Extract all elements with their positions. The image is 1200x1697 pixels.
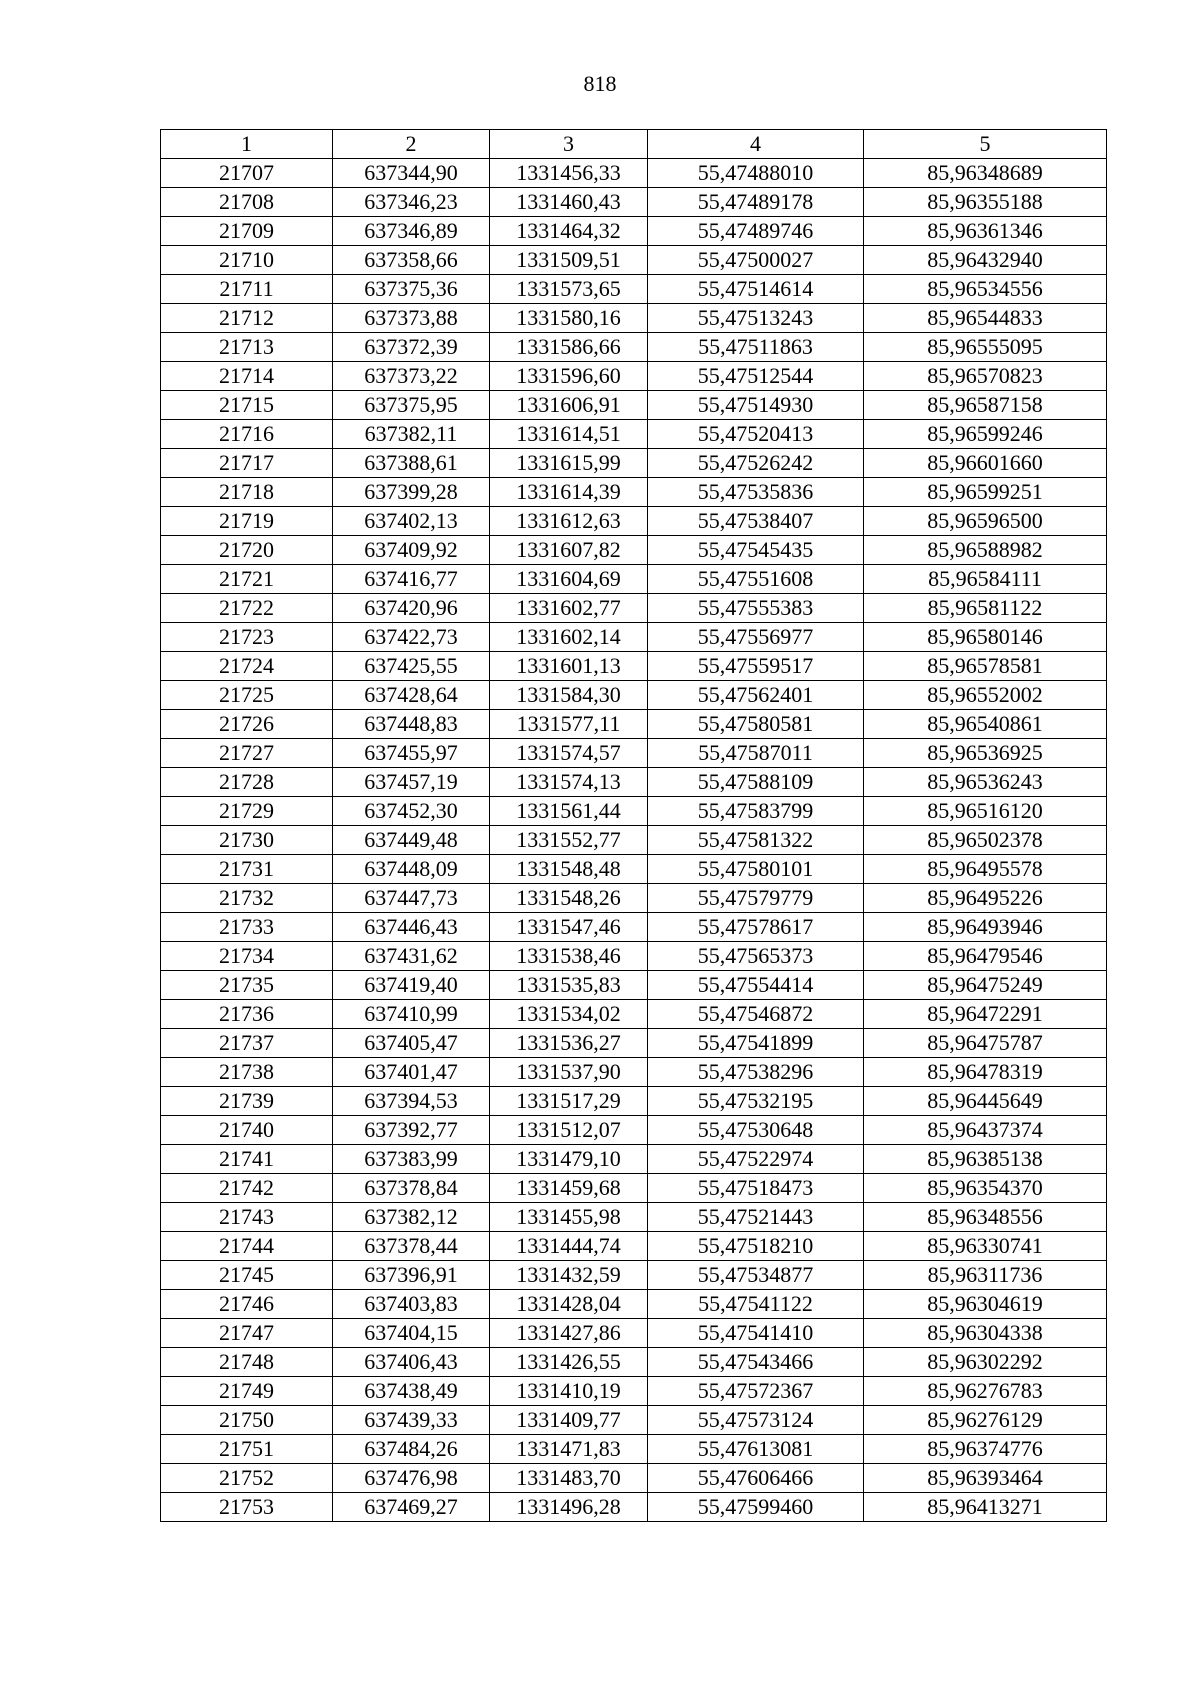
x-coordinate-cell: 637358,66 — [333, 246, 490, 275]
table-row — [161, 1058, 1107, 1087]
longitude-cell: 85,96552002 — [864, 681, 1107, 710]
y-coordinate-cell: 1331601,13 — [490, 652, 648, 681]
table-row — [161, 1087, 1107, 1116]
point-number-cell: 21736 — [161, 1000, 333, 1029]
x-coordinate-cell: 637394,53 — [333, 1087, 490, 1116]
table-row — [161, 1493, 1107, 1522]
x-coordinate-cell: 637410,99 — [333, 1000, 490, 1029]
point-number-cell: 21721 — [161, 565, 333, 594]
latitude-cell: 55,47579779 — [648, 884, 864, 913]
latitude-cell: 55,47580581 — [648, 710, 864, 739]
latitude-cell: 55,47581322 — [648, 826, 864, 855]
x-coordinate-cell: 637378,44 — [333, 1232, 490, 1261]
latitude-cell: 55,47546872 — [648, 1000, 864, 1029]
y-coordinate-cell: 1331517,29 — [490, 1087, 648, 1116]
x-coordinate-cell: 637375,95 — [333, 391, 490, 420]
table-row — [161, 478, 1107, 507]
point-number-cell: 21740 — [161, 1116, 333, 1145]
table-row — [161, 565, 1107, 594]
latitude-cell: 55,47514614 — [648, 275, 864, 304]
point-number-cell: 21717 — [161, 449, 333, 478]
y-coordinate-cell: 1331409,77 — [490, 1406, 648, 1435]
y-coordinate-cell: 1331427,86 — [490, 1319, 648, 1348]
latitude-cell: 55,47559517 — [648, 652, 864, 681]
point-number-cell: 21722 — [161, 594, 333, 623]
latitude-cell: 55,47573124 — [648, 1406, 864, 1435]
table-row — [161, 1406, 1107, 1435]
table-header — [161, 130, 1107, 159]
latitude-cell: 55,47541122 — [648, 1290, 864, 1319]
point-number-cell: 21715 — [161, 391, 333, 420]
x-coordinate-cell: 637431,62 — [333, 942, 490, 971]
longitude-cell: 85,96581122 — [864, 594, 1107, 623]
longitude-cell: 85,96432940 — [864, 246, 1107, 275]
x-coordinate-cell: 637373,88 — [333, 304, 490, 333]
table-row — [161, 623, 1107, 652]
y-coordinate-cell: 1331604,69 — [490, 565, 648, 594]
x-coordinate-cell: 637455,97 — [333, 739, 490, 768]
latitude-cell: 55,47580101 — [648, 855, 864, 884]
table-row — [161, 913, 1107, 942]
x-coordinate-cell: 637346,89 — [333, 217, 490, 246]
x-coordinate-cell: 637438,49 — [333, 1377, 490, 1406]
point-number-cell: 21735 — [161, 971, 333, 1000]
point-number-cell: 21744 — [161, 1232, 333, 1261]
longitude-cell: 85,96348556 — [864, 1203, 1107, 1232]
latitude-cell: 55,47583799 — [648, 797, 864, 826]
y-coordinate-cell: 1331607,82 — [490, 536, 648, 565]
point-number-cell: 21732 — [161, 884, 333, 913]
table-row — [161, 942, 1107, 971]
y-coordinate-cell: 1331536,27 — [490, 1029, 648, 1058]
x-coordinate-cell: 637396,91 — [333, 1261, 490, 1290]
longitude-cell: 85,96302292 — [864, 1348, 1107, 1377]
latitude-cell: 55,47562401 — [648, 681, 864, 710]
page-number: 818 — [583, 71, 617, 96]
x-coordinate-cell: 637439,33 — [333, 1406, 490, 1435]
x-coordinate-cell: 637452,30 — [333, 797, 490, 826]
longitude-cell: 85,96599246 — [864, 420, 1107, 449]
table-row — [161, 217, 1107, 246]
latitude-cell: 55,47500027 — [648, 246, 864, 275]
column-header-2: 2 — [333, 130, 490, 159]
table-row — [161, 797, 1107, 826]
longitude-cell: 85,96534556 — [864, 275, 1107, 304]
x-coordinate-cell: 637476,98 — [333, 1464, 490, 1493]
point-number-cell: 21728 — [161, 768, 333, 797]
x-coordinate-cell: 637416,77 — [333, 565, 490, 594]
latitude-cell: 55,47551608 — [648, 565, 864, 594]
column-header-1: 1 — [161, 130, 333, 159]
point-number-cell: 21729 — [161, 797, 333, 826]
y-coordinate-cell: 1331602,77 — [490, 594, 648, 623]
latitude-cell: 55,47532195 — [648, 1087, 864, 1116]
table-row — [161, 275, 1107, 304]
longitude-cell: 85,96478319 — [864, 1058, 1107, 1087]
latitude-cell: 55,47538296 — [648, 1058, 864, 1087]
latitude-cell: 55,47554414 — [648, 971, 864, 1000]
y-coordinate-cell: 1331459,68 — [490, 1174, 648, 1203]
y-coordinate-cell: 1331428,04 — [490, 1290, 648, 1319]
table-row — [161, 1435, 1107, 1464]
table-row — [161, 304, 1107, 333]
latitude-cell: 55,47543466 — [648, 1348, 864, 1377]
point-number-cell: 21707 — [161, 159, 333, 188]
y-coordinate-cell: 1331614,39 — [490, 478, 648, 507]
latitude-cell: 55,47541410 — [648, 1319, 864, 1348]
x-coordinate-cell: 637409,92 — [333, 536, 490, 565]
x-coordinate-cell: 637382,12 — [333, 1203, 490, 1232]
y-coordinate-cell: 1331548,48 — [490, 855, 648, 884]
y-coordinate-cell: 1331574,13 — [490, 768, 648, 797]
point-number-cell: 21750 — [161, 1406, 333, 1435]
x-coordinate-cell: 637373,22 — [333, 362, 490, 391]
point-number-cell: 21719 — [161, 507, 333, 536]
latitude-cell: 55,47522974 — [648, 1145, 864, 1174]
table-row — [161, 1000, 1107, 1029]
latitude-cell: 55,47534877 — [648, 1261, 864, 1290]
x-coordinate-cell: 637375,36 — [333, 275, 490, 304]
y-coordinate-cell: 1331410,19 — [490, 1377, 648, 1406]
table-row — [161, 1145, 1107, 1174]
y-coordinate-cell: 1331471,83 — [490, 1435, 648, 1464]
longitude-cell: 85,96578581 — [864, 652, 1107, 681]
table-row — [161, 1203, 1107, 1232]
point-number-cell: 21711 — [161, 275, 333, 304]
longitude-cell: 85,96354370 — [864, 1174, 1107, 1203]
latitude-cell: 55,47514930 — [648, 391, 864, 420]
latitude-cell: 55,47556977 — [648, 623, 864, 652]
longitude-cell: 85,96374776 — [864, 1435, 1107, 1464]
table-row — [161, 826, 1107, 855]
latitude-cell: 55,47526242 — [648, 449, 864, 478]
point-number-cell: 21743 — [161, 1203, 333, 1232]
y-coordinate-cell: 1331577,11 — [490, 710, 648, 739]
table-row — [161, 1348, 1107, 1377]
latitude-cell: 55,47511863 — [648, 333, 864, 362]
x-coordinate-cell: 637392,77 — [333, 1116, 490, 1145]
x-coordinate-cell: 637401,47 — [333, 1058, 490, 1087]
table-row — [161, 1174, 1107, 1203]
x-coordinate-cell: 637457,19 — [333, 768, 490, 797]
y-coordinate-cell: 1331537,90 — [490, 1058, 648, 1087]
longitude-cell: 85,96587158 — [864, 391, 1107, 420]
point-number-cell: 21739 — [161, 1087, 333, 1116]
longitude-cell: 85,96304619 — [864, 1290, 1107, 1319]
table-row — [161, 1261, 1107, 1290]
x-coordinate-cell: 637403,83 — [333, 1290, 490, 1319]
latitude-cell: 55,47545435 — [648, 536, 864, 565]
table-row — [161, 1464, 1107, 1493]
longitude-cell: 85,96304338 — [864, 1319, 1107, 1348]
x-coordinate-cell: 637449,48 — [333, 826, 490, 855]
point-number-cell: 21751 — [161, 1435, 333, 1464]
latitude-cell: 55,47613081 — [648, 1435, 864, 1464]
y-coordinate-cell: 1331547,46 — [490, 913, 648, 942]
point-number-cell: 21745 — [161, 1261, 333, 1290]
y-coordinate-cell: 1331455,98 — [490, 1203, 648, 1232]
table-row — [161, 1377, 1107, 1406]
point-number-cell: 21712 — [161, 304, 333, 333]
latitude-cell: 55,47599460 — [648, 1493, 864, 1522]
y-coordinate-cell: 1331534,02 — [490, 1000, 648, 1029]
table-row — [161, 449, 1107, 478]
y-coordinate-cell: 1331612,63 — [490, 507, 648, 536]
longitude-cell: 85,96437374 — [864, 1116, 1107, 1145]
x-coordinate-cell: 637422,73 — [333, 623, 490, 652]
y-coordinate-cell: 1331614,51 — [490, 420, 648, 449]
longitude-cell: 85,96361346 — [864, 217, 1107, 246]
point-number-cell: 21746 — [161, 1290, 333, 1319]
point-number-cell: 21741 — [161, 1145, 333, 1174]
y-coordinate-cell: 1331444,74 — [490, 1232, 648, 1261]
longitude-cell: 85,96493946 — [864, 913, 1107, 942]
latitude-cell: 55,47513243 — [648, 304, 864, 333]
x-coordinate-cell: 637404,15 — [333, 1319, 490, 1348]
longitude-cell: 85,96516120 — [864, 797, 1107, 826]
point-number-cell: 21733 — [161, 913, 333, 942]
latitude-cell: 55,47518210 — [648, 1232, 864, 1261]
column-header-3: 3 — [490, 130, 648, 159]
y-coordinate-cell: 1331483,70 — [490, 1464, 648, 1493]
x-coordinate-cell: 637399,28 — [333, 478, 490, 507]
point-number-cell: 21749 — [161, 1377, 333, 1406]
table-row — [161, 536, 1107, 565]
x-coordinate-cell: 637388,61 — [333, 449, 490, 478]
latitude-cell: 55,47489178 — [648, 188, 864, 217]
table-row — [161, 420, 1107, 449]
x-coordinate-cell: 637446,43 — [333, 913, 490, 942]
longitude-cell: 85,96445649 — [864, 1087, 1107, 1116]
point-number-cell: 21748 — [161, 1348, 333, 1377]
longitude-cell: 85,96580146 — [864, 623, 1107, 652]
point-number-cell: 21716 — [161, 420, 333, 449]
longitude-cell: 85,96555095 — [864, 333, 1107, 362]
latitude-cell: 55,47521443 — [648, 1203, 864, 1232]
point-number-cell: 21714 — [161, 362, 333, 391]
y-coordinate-cell: 1331573,65 — [490, 275, 648, 304]
x-coordinate-cell: 637344,90 — [333, 159, 490, 188]
y-coordinate-cell: 1331584,30 — [490, 681, 648, 710]
table-row — [161, 652, 1107, 681]
longitude-cell: 85,96495226 — [864, 884, 1107, 913]
table-row — [161, 391, 1107, 420]
longitude-cell: 85,96311736 — [864, 1261, 1107, 1290]
longitude-cell: 85,96393464 — [864, 1464, 1107, 1493]
point-number-cell: 21734 — [161, 942, 333, 971]
table-row — [161, 1029, 1107, 1058]
point-number-cell: 21720 — [161, 536, 333, 565]
longitude-cell: 85,96385138 — [864, 1145, 1107, 1174]
column-header-5: 5 — [864, 130, 1107, 159]
longitude-cell: 85,96475249 — [864, 971, 1107, 1000]
table-body — [161, 159, 1107, 1522]
latitude-cell: 55,47565373 — [648, 942, 864, 971]
longitude-cell: 85,96276783 — [864, 1377, 1107, 1406]
latitude-cell: 55,47520413 — [648, 420, 864, 449]
table-row — [161, 1232, 1107, 1261]
y-coordinate-cell: 1331456,33 — [490, 159, 648, 188]
point-number-cell: 21710 — [161, 246, 333, 275]
y-coordinate-cell: 1331586,66 — [490, 333, 648, 362]
point-number-cell: 21724 — [161, 652, 333, 681]
longitude-cell: 85,96588982 — [864, 536, 1107, 565]
table-row — [161, 971, 1107, 1000]
x-coordinate-cell: 637469,27 — [333, 1493, 490, 1522]
x-coordinate-cell: 637402,13 — [333, 507, 490, 536]
latitude-cell: 55,47530648 — [648, 1116, 864, 1145]
x-coordinate-cell: 637448,09 — [333, 855, 490, 884]
y-coordinate-cell: 1331509,51 — [490, 246, 648, 275]
x-coordinate-cell: 637406,43 — [333, 1348, 490, 1377]
point-number-cell: 21723 — [161, 623, 333, 652]
latitude-cell: 55,47535836 — [648, 478, 864, 507]
latitude-cell: 55,47588109 — [648, 768, 864, 797]
table-row — [161, 159, 1107, 188]
point-number-cell: 21726 — [161, 710, 333, 739]
longitude-cell: 85,96330741 — [864, 1232, 1107, 1261]
y-coordinate-cell: 1331460,43 — [490, 188, 648, 217]
x-coordinate-cell: 637378,84 — [333, 1174, 490, 1203]
y-coordinate-cell: 1331496,28 — [490, 1493, 648, 1522]
x-coordinate-cell: 637420,96 — [333, 594, 490, 623]
x-coordinate-cell: 637405,47 — [333, 1029, 490, 1058]
y-coordinate-cell: 1331606,91 — [490, 391, 648, 420]
point-number-cell: 21753 — [161, 1493, 333, 1522]
longitude-cell: 85,96536243 — [864, 768, 1107, 797]
point-number-cell: 21737 — [161, 1029, 333, 1058]
longitude-cell: 85,96599251 — [864, 478, 1107, 507]
table-row — [161, 884, 1107, 913]
x-coordinate-cell: 637383,99 — [333, 1145, 490, 1174]
latitude-cell: 55,47587011 — [648, 739, 864, 768]
table-row — [161, 246, 1107, 275]
table-row — [161, 681, 1107, 710]
y-coordinate-cell: 1331615,99 — [490, 449, 648, 478]
table-row — [161, 768, 1107, 797]
x-coordinate-cell: 637346,23 — [333, 188, 490, 217]
table-row — [161, 507, 1107, 536]
column-header-4: 4 — [648, 130, 864, 159]
table-row — [161, 1116, 1107, 1145]
table-row — [161, 594, 1107, 623]
x-coordinate-cell: 637372,39 — [333, 333, 490, 362]
point-number-cell: 21713 — [161, 333, 333, 362]
longitude-cell: 85,96475787 — [864, 1029, 1107, 1058]
point-number-cell: 21708 — [161, 188, 333, 217]
longitude-cell: 85,96570823 — [864, 362, 1107, 391]
y-coordinate-cell: 1331602,14 — [490, 623, 648, 652]
latitude-cell: 55,47572367 — [648, 1377, 864, 1406]
y-coordinate-cell: 1331512,07 — [490, 1116, 648, 1145]
x-coordinate-cell: 637382,11 — [333, 420, 490, 449]
y-coordinate-cell: 1331561,44 — [490, 797, 648, 826]
longitude-cell: 85,96502378 — [864, 826, 1107, 855]
y-coordinate-cell: 1331535,83 — [490, 971, 648, 1000]
table-row — [161, 1319, 1107, 1348]
point-number-cell: 21747 — [161, 1319, 333, 1348]
point-number-cell: 21727 — [161, 739, 333, 768]
table-row — [161, 188, 1107, 217]
longitude-cell: 85,96495578 — [864, 855, 1107, 884]
x-coordinate-cell: 637425,55 — [333, 652, 490, 681]
y-coordinate-cell: 1331596,60 — [490, 362, 648, 391]
point-number-cell: 21730 — [161, 826, 333, 855]
header-row — [161, 130, 1107, 159]
longitude-cell: 85,96479546 — [864, 942, 1107, 971]
table-row — [161, 710, 1107, 739]
longitude-cell: 85,96472291 — [864, 1000, 1107, 1029]
y-coordinate-cell: 1331426,55 — [490, 1348, 648, 1377]
longitude-cell: 85,96601660 — [864, 449, 1107, 478]
y-coordinate-cell: 1331552,77 — [490, 826, 648, 855]
y-coordinate-cell: 1331574,57 — [490, 739, 648, 768]
x-coordinate-cell: 637428,64 — [333, 681, 490, 710]
latitude-cell: 55,47538407 — [648, 507, 864, 536]
latitude-cell: 55,47489746 — [648, 217, 864, 246]
table-row — [161, 739, 1107, 768]
point-number-cell: 21709 — [161, 217, 333, 246]
y-coordinate-cell: 1331538,46 — [490, 942, 648, 971]
point-number-cell: 21725 — [161, 681, 333, 710]
x-coordinate-cell: 637448,83 — [333, 710, 490, 739]
x-coordinate-cell: 637419,40 — [333, 971, 490, 1000]
longitude-cell: 85,96276129 — [864, 1406, 1107, 1435]
longitude-cell: 85,96348689 — [864, 159, 1107, 188]
table-row — [161, 333, 1107, 362]
y-coordinate-cell: 1331580,16 — [490, 304, 648, 333]
latitude-cell: 55,47518473 — [648, 1174, 864, 1203]
point-number-cell: 21738 — [161, 1058, 333, 1087]
point-number-cell: 21718 — [161, 478, 333, 507]
y-coordinate-cell: 1331479,10 — [490, 1145, 648, 1174]
longitude-cell: 85,96413271 — [864, 1493, 1107, 1522]
longitude-cell: 85,96540861 — [864, 710, 1107, 739]
y-coordinate-cell: 1331464,32 — [490, 217, 648, 246]
point-number-cell: 21752 — [161, 1464, 333, 1493]
table-row — [161, 855, 1107, 884]
latitude-cell: 55,47488010 — [648, 159, 864, 188]
longitude-cell: 85,96584111 — [864, 565, 1107, 594]
table-row — [161, 1290, 1107, 1319]
latitude-cell: 55,47512544 — [648, 362, 864, 391]
coordinates-table — [160, 129, 1107, 1522]
y-coordinate-cell: 1331432,59 — [490, 1261, 648, 1290]
latitude-cell: 55,47606466 — [648, 1464, 864, 1493]
x-coordinate-cell: 637447,73 — [333, 884, 490, 913]
latitude-cell: 55,47578617 — [648, 913, 864, 942]
point-number-cell: 21731 — [161, 855, 333, 884]
latitude-cell: 55,47555383 — [648, 594, 864, 623]
longitude-cell: 85,96536925 — [864, 739, 1107, 768]
point-number-cell: 21742 — [161, 1174, 333, 1203]
longitude-cell: 85,96544833 — [864, 304, 1107, 333]
latitude-cell: 55,47541899 — [648, 1029, 864, 1058]
longitude-cell: 85,96596500 — [864, 507, 1107, 536]
y-coordinate-cell: 1331548,26 — [490, 884, 648, 913]
x-coordinate-cell: 637484,26 — [333, 1435, 490, 1464]
longitude-cell: 85,96355188 — [864, 188, 1107, 217]
table-row — [161, 362, 1107, 391]
